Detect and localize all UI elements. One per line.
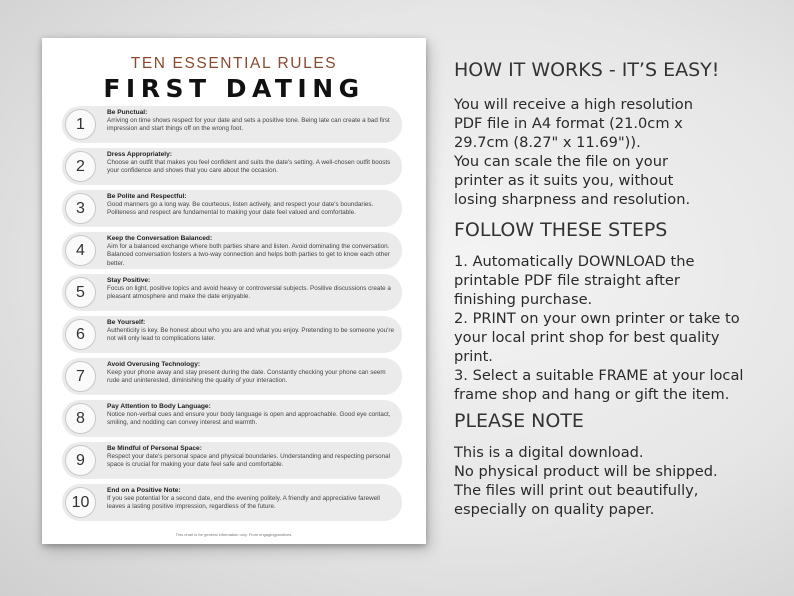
text-line: The files will print out beautifully, <box>454 482 699 499</box>
text-line: PDF file in A4 format (21.0cm x <box>454 115 683 132</box>
text-line: your local print shop for best quality <box>454 329 720 346</box>
rule-title: Be Punctual: <box>107 109 148 116</box>
text-line: especially on quality paper. <box>454 501 655 518</box>
rule-body: Choose an outfit that makes you feel confident and suits the date's setting. A well-chosen outfit boosts your confidence and shows that you care about the occasion. <box>107 159 391 175</box>
rule-body: Focus on light, positive topics and avoid heavy or controversial subjects. Positive discussions create a pleasant atmosphere and make the date enjoyable. <box>107 285 391 301</box>
text-line: You can scale the file on your <box>454 153 668 170</box>
poster-subtitle: TEN ESSENTIAL RULES <box>130 55 338 72</box>
poster-title: FIRST DATING <box>103 74 365 103</box>
rule-number: 5 <box>65 277 96 308</box>
how-it-works-heading: HOW IT WORKS - IT’S EASY! <box>454 59 720 81</box>
note-text <box>454 443 784 519</box>
rule-number: 10 <box>65 487 96 518</box>
text-line: printer as it suits you, without <box>454 172 674 189</box>
rule-item <box>62 190 402 227</box>
rule-item <box>62 484 402 521</box>
text-line: printable PDF file straight after <box>454 272 680 289</box>
rule-number: 3 <box>65 193 96 224</box>
rule-body: Authenticity is key. Be honest about who you are and what you enjoy. Pretending to be someone you're not will only lead to complications later. <box>107 327 394 343</box>
rule-number: 8 <box>65 403 96 434</box>
steps-text <box>454 252 784 404</box>
text-line: finishing purchase. <box>454 291 593 308</box>
rule-item <box>62 106 402 143</box>
rule-body: Notice non-verbal cues and ensure your body language is open and approachable. Good eye contact, smiling, and nodding can convey interest and warmth. <box>107 411 391 427</box>
text-line: No physical product will be shipped. <box>454 463 718 480</box>
text-line: 2. PRINT on your own printer or take to <box>454 310 740 327</box>
rule-number: 1 <box>65 109 96 140</box>
text-line: print. <box>454 348 493 365</box>
rule-body: Aim for a balanced exchange where both parties share and listen. Avoid dominating the conversation. Balanced conversation fosters a two-way connection and helps both parties to get to know each other better. <box>107 243 390 267</box>
rule-body: Arriving on time shows respect for your date and sets a positive tone. Being late can create a bad first impression and start things off on the wrong foot. <box>107 117 390 133</box>
rule-item <box>62 400 402 437</box>
rule-title: Keep the Conversation Balanced: <box>107 235 213 242</box>
rule-number: 7 <box>65 361 96 392</box>
text-line: This is a digital download. <box>454 444 644 461</box>
rule-title: End on a Positive Note: <box>107 487 181 494</box>
rule-number: 6 <box>65 319 96 350</box>
rule-item <box>62 274 402 311</box>
rule-body: If you see potential for a second date, end the evening politely. A friendly and appreciative farewell leaves a lasting positive impression, regardless of the future. <box>107 495 380 511</box>
rule-number: 4 <box>65 235 96 266</box>
rule-title: Pay Attention to Body Language: <box>107 403 211 410</box>
text-line: 3. Select a suitable FRAME at your local <box>454 367 744 384</box>
text-line: 1. Automatically DOWNLOAD the <box>454 253 695 270</box>
rule-item <box>62 316 402 353</box>
rule-title: Be Mindful of Personal Space: <box>107 445 202 452</box>
rule-number: 9 <box>65 445 96 476</box>
please-note-heading: PLEASE NOTE <box>454 410 584 432</box>
rule-body: Good manners go a long way. Be courteous, listen actively, and respect your date's boundaries. Politeness and respect are fundamental to making your date feel valued and comfortable. <box>107 201 374 217</box>
rule-body: Keep your phone away and stay present during the date. Constantly checking your phone can seem rude and uninterested, diminishing the quality of your interaction. <box>107 369 386 385</box>
text-line: frame shop and hang or gift the item. <box>454 386 730 403</box>
rule-title: Dress Appropriately: <box>107 151 172 158</box>
how-it-works-text <box>454 95 784 209</box>
rule-body: Respect your date's personal space and physical boundaries. Understanding and respecting personal space is crucial for making your date feel safe and comfortable. <box>107 453 390 469</box>
text-line: 29.7cm (8.27" x 11.69")). <box>454 134 641 151</box>
rule-title: Be Polite and Respectful: <box>107 193 187 200</box>
rule-number: 2 <box>65 151 96 182</box>
rule-item <box>62 442 402 479</box>
rule-item <box>62 232 402 269</box>
rule-item <box>62 358 402 395</box>
rule-item <box>62 148 402 185</box>
rule-title: Avoid Overusing Technology: <box>107 361 201 368</box>
poster-preview <box>42 38 426 544</box>
rule-title: Be Yourself: <box>107 319 146 326</box>
text-line: losing sharpness and resolution. <box>454 191 691 208</box>
follow-steps-heading: FOLLOW THESE STEPS <box>454 219 668 241</box>
text-line: You will receive a high resolution <box>454 96 693 113</box>
rule-title: Stay Positive: <box>107 277 151 284</box>
poster-footnote: This chart is for general information only. From engagingpositives. <box>175 532 293 537</box>
